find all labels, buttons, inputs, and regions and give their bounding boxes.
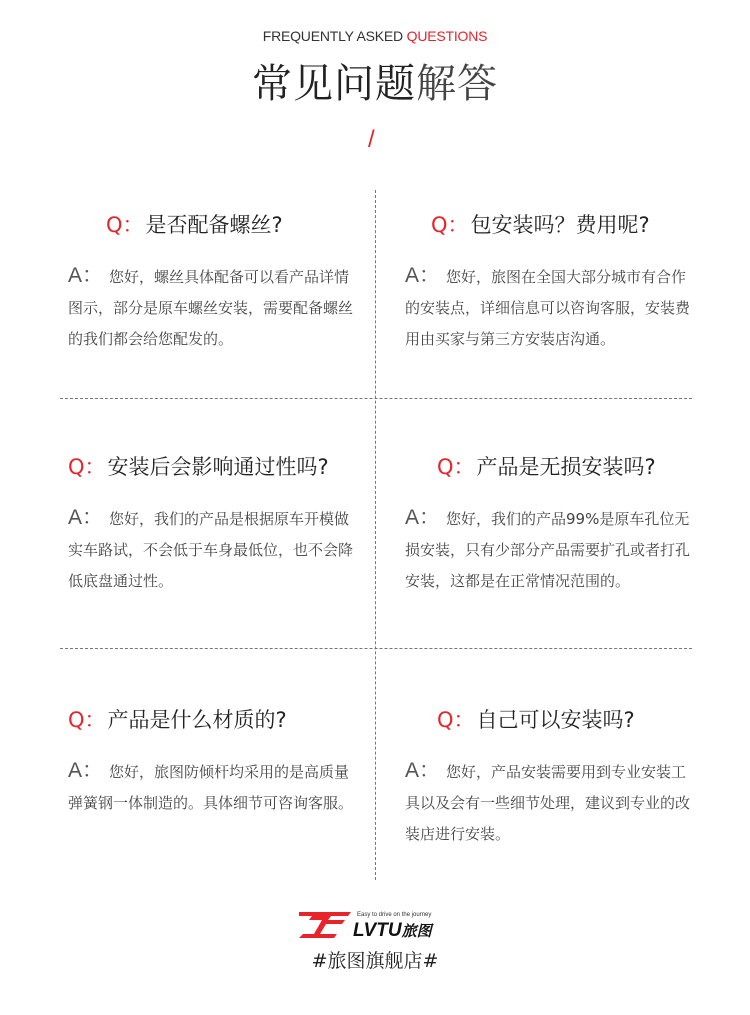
answer-text: 您好，我们的产品是根据原车开模做实车路试，不会低于车身最低位，也不会降低底盘通过性。 [68, 510, 354, 590]
question-text: 包安装吗？费用呢? [470, 213, 650, 237]
faq-answer [68, 502, 358, 597]
q-marker: Q： [437, 708, 475, 732]
brand-en: LVTU [353, 920, 402, 941]
shop-name: #旅图旗舰店# [311, 950, 439, 972]
faq-item [68, 210, 358, 355]
faq-answer [405, 260, 695, 355]
q-marker: Q： [437, 455, 475, 479]
title-main: 常见问题 [252, 61, 416, 107]
faq-item [405, 705, 695, 850]
brand-logo [295, 910, 455, 942]
faq-item [68, 705, 358, 819]
brand-cn: 旅图 [401, 923, 432, 940]
logo-mark-icon [295, 910, 355, 942]
page-title [0, 58, 750, 110]
question-text: 产品是什么材质的? [107, 708, 287, 732]
logo-slogan: Easy to drive on the journey [357, 912, 432, 918]
faq-answer [405, 755, 695, 850]
question-text: 是否配备螺丝? [145, 213, 283, 237]
a-marker: A： [68, 506, 104, 529]
faq-answer [405, 502, 695, 597]
answer-text: 您好，旅图在全国大部分城市有合作的安装点，详细信息可以咨询客服，安装费用由买家与第三方安装店沟通。 [405, 268, 691, 348]
a-marker: A： [68, 264, 104, 287]
faq-question [405, 452, 695, 482]
a-marker: A： [405, 506, 441, 529]
faq-item [68, 452, 358, 597]
answer-text: 您好，螺丝具体配备可以看产品详情图示，部分是原车螺丝安装，需要配备螺丝的我们都会给您配发的。 [68, 268, 354, 348]
faq-question [68, 210, 358, 240]
a-marker: A： [68, 759, 104, 782]
answer-text: 您好，我们的产品99%是原车孔位无损安装，只有少部分产品需要扩孔或者打孔安装，这都是在正常情况范围的。 [405, 510, 691, 590]
title-light: 解答 [416, 61, 498, 107]
q-marker: Q： [68, 708, 106, 732]
q-marker: Q： [68, 455, 106, 479]
a-marker: A： [405, 759, 441, 782]
question-text: 安装后会影响通过性吗? [107, 455, 329, 479]
q-marker: Q： [431, 213, 469, 237]
section-subtitle [0, 28, 750, 44]
vertical-divider [375, 190, 376, 880]
faq-item [405, 210, 695, 355]
q-marker: Q： [106, 213, 144, 237]
horizontal-divider [60, 648, 692, 649]
a-marker: A： [405, 264, 441, 287]
faq-question [68, 452, 358, 482]
subtitle-accent: QUESTIONS [406, 28, 488, 44]
faq-question [405, 210, 695, 240]
slash-divider: / [368, 126, 375, 153]
faq-answer [68, 260, 358, 355]
question-text: 产品是无损安装吗? [476, 455, 656, 479]
faq-question [68, 705, 358, 735]
faq-answer [68, 755, 358, 819]
faq-question [405, 705, 695, 735]
faq-item [405, 452, 695, 597]
answer-text: 您好，产品安装需要用到专业安装工具以及会有一些细节处理，建议到专业的改装店进行安装。 [405, 763, 691, 843]
answer-text: 您好，旅图防倾杆均采用的是高质量弹簧钢一体制造的。具体细节可咨询客服。 [68, 763, 354, 812]
question-text: 自己可以安装吗? [476, 708, 635, 732]
logo-brand [353, 920, 432, 942]
subtitle-prefix: FREQUENTLY ASKED [262, 28, 407, 44]
horizontal-divider [60, 398, 692, 399]
